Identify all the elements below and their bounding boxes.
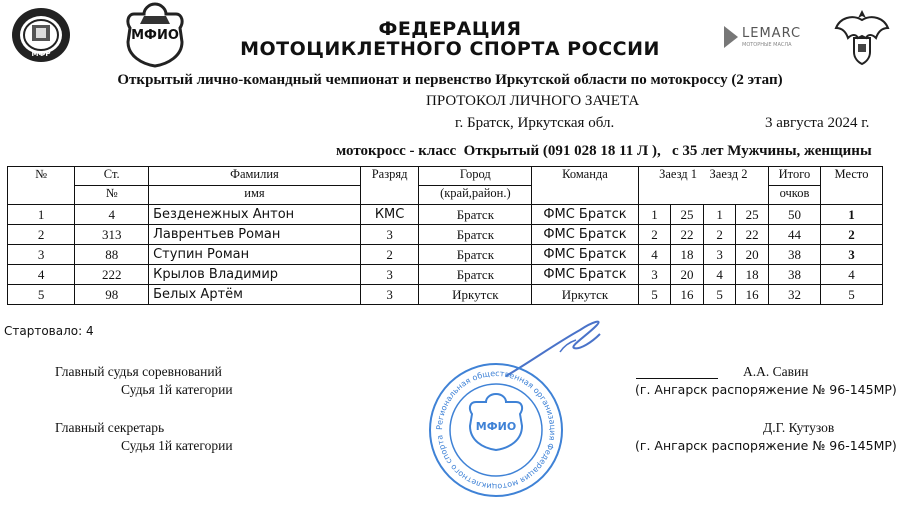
cell-heat2-pos: 5	[703, 285, 736, 305]
header-rank: Разряд	[360, 167, 419, 205]
cell-num: 5	[8, 285, 75, 305]
cell-total: 38	[768, 265, 820, 285]
cell-heat2-pos: 2	[703, 225, 736, 245]
table-header-row	[8, 167, 883, 186]
cell-num: 1	[8, 205, 75, 225]
cell-name: Ступин Роман	[149, 245, 361, 265]
secretary-order: (г. Ангарск распоряжение № 96-145МР)	[635, 438, 897, 453]
cell-place: 3	[821, 245, 883, 265]
secretary-title: Главный секретарь	[55, 420, 165, 435]
header-place: Место	[821, 167, 883, 205]
cell-heat1-pos: 2	[638, 225, 671, 245]
round-stamp	[426, 360, 566, 500]
logo-lemarc-text: LEMARC	[742, 26, 802, 41]
header-num: №	[8, 167, 75, 205]
cell-heat2-score: 16	[736, 285, 769, 305]
header-start-no-2: №	[75, 186, 149, 205]
cell-city: Братск	[419, 205, 532, 225]
cell-place: 1	[821, 205, 883, 225]
cell-heat2-pos: 4	[703, 265, 736, 285]
judge-category: Судья 1й категории	[121, 382, 233, 397]
cell-heat1-score: 16	[671, 285, 704, 305]
cell-city: Иркутск	[419, 285, 532, 305]
cell-start: 313	[75, 225, 149, 245]
logo-mfr-text: МФР	[31, 50, 51, 58]
cell-rank: 3	[360, 265, 419, 285]
cell-place: 2	[821, 225, 883, 245]
started-count: Стартовало: 4	[4, 324, 94, 338]
federation-title-line1: ФЕДЕРАЦИЯ	[378, 18, 522, 40]
cell-city: Братск	[419, 225, 532, 245]
header-heats: Заезд 1 Заезд 2	[638, 167, 768, 205]
cell-heat1-pos: 4	[638, 245, 671, 265]
protocol-title: ПРОТОКОЛ ЛИЧНОГО ЗАЧЕТА	[426, 93, 640, 109]
secretary-category: Судья 1й категории	[121, 438, 233, 453]
logo-lemarc-sub: МОТОРНЫЕ МАСЛА	[742, 42, 792, 48]
cell-team: ФМС Братск	[532, 265, 638, 285]
header-start-no: Ст.	[75, 167, 149, 186]
event-date: 3 августа 2024 г.	[765, 115, 870, 131]
cell-city: Братск	[419, 265, 532, 285]
cell-heat1-score: 25	[671, 205, 704, 225]
cell-team: Иркутск	[532, 285, 638, 305]
stamp-center-text: МФИО	[475, 420, 517, 433]
cell-heat1-pos: 1	[638, 205, 671, 225]
cell-team: ФМС Братск	[532, 245, 638, 265]
cell-heat1-score: 20	[671, 265, 704, 285]
cell-place: 5	[821, 285, 883, 305]
cell-place: 4	[821, 265, 883, 285]
class-line: мотокросс - класс Открытый (091 028 18 11 Л ), с 35 лет Мужчины, женщины	[336, 143, 872, 159]
cell-start: 4	[75, 205, 149, 225]
header-total-2: очков	[768, 186, 820, 205]
header-total: Итого	[768, 167, 820, 186]
header-city-2: (край,район.)	[419, 186, 532, 205]
cell-heat2-pos: 1	[703, 205, 736, 225]
federation-title-line2: МОТОЦИКЛЕТНОГО СПОРТА РОССИИ	[240, 38, 660, 60]
cell-rank: 3	[360, 285, 419, 305]
cell-num: 2	[8, 225, 75, 245]
cell-name: Белых Артём	[149, 285, 361, 305]
cell-heat1-pos: 3	[638, 265, 671, 285]
header-name-2: имя	[149, 186, 361, 205]
cell-rank: 3	[360, 225, 419, 245]
cell-total: 50	[768, 205, 820, 225]
table-row	[8, 265, 883, 285]
cell-team: ФМС Братск	[532, 205, 638, 225]
cell-heat2-score: 22	[736, 225, 769, 245]
table-row	[8, 245, 883, 265]
cell-heat2-score: 20	[736, 245, 769, 265]
header-city: Город	[419, 167, 532, 186]
cell-total: 38	[768, 245, 820, 265]
cell-name: Безденежных Антон	[149, 205, 361, 225]
secretary-name: Д.Г. Кутузов	[763, 420, 835, 435]
judge-order: (г. Ангарск распоряжение № 96-145МР)	[635, 382, 897, 397]
cell-heat1-pos: 5	[638, 285, 671, 305]
judge-name: А.А. Савин	[743, 364, 809, 379]
cell-heat2-score: 18	[736, 265, 769, 285]
results-table	[7, 166, 883, 305]
cell-total: 44	[768, 225, 820, 245]
cell-start: 88	[75, 245, 149, 265]
cell-heat2-pos: 3	[703, 245, 736, 265]
cell-name: Крылов Владимир	[149, 265, 361, 285]
logo-mfio-text: МФИО	[131, 28, 179, 43]
table-row	[8, 285, 883, 305]
cell-team: ФМС Братск	[532, 225, 638, 245]
header-team: Команда	[532, 167, 638, 205]
table-row	[8, 225, 883, 245]
event-title: Открытый лично-командный чемпионат и первенство Иркутской области по мотокроссу (2 этап)	[117, 72, 783, 88]
cell-heat2-score: 25	[736, 205, 769, 225]
cell-city: Братск	[419, 245, 532, 265]
cell-heat1-score: 22	[671, 225, 704, 245]
cell-num: 4	[8, 265, 75, 285]
cell-name: Лаврентьев Роман	[149, 225, 361, 245]
cell-heat1-score: 18	[671, 245, 704, 265]
cell-rank: КМС	[360, 205, 419, 225]
cell-start: 222	[75, 265, 149, 285]
judge-signature-line	[636, 378, 718, 379]
judge-title: Главный судья соревнований	[55, 364, 222, 379]
header-name: Фамилия	[149, 167, 361, 186]
event-place: г. Братск, Иркутская обл.	[455, 115, 615, 131]
cell-total: 32	[768, 285, 820, 305]
cell-rank: 2	[360, 245, 419, 265]
stamp-ring-text: Региональная общественная организация Федерация мотоциклетного спорта	[434, 368, 558, 492]
cell-start: 98	[75, 285, 149, 305]
table-row	[8, 205, 883, 225]
cell-num: 3	[8, 245, 75, 265]
